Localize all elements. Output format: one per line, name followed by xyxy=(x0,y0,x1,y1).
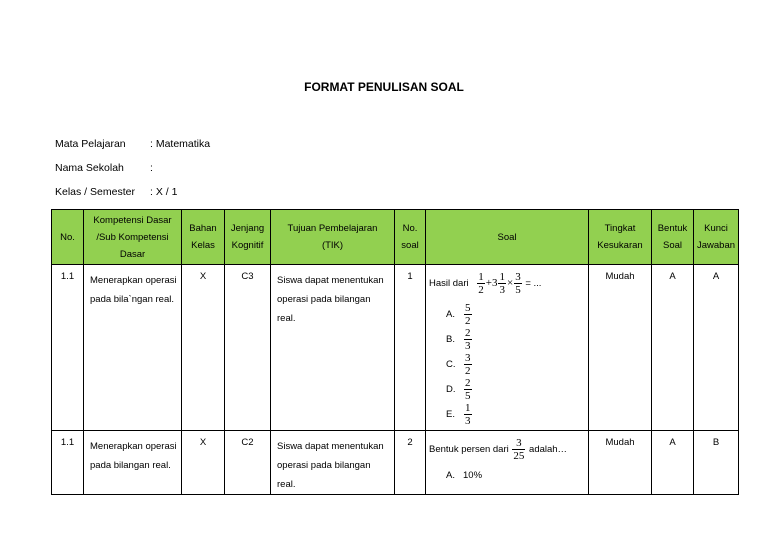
meta-label: Kelas / Semester xyxy=(55,186,135,198)
soal-prefix: Bentuk persen dari xyxy=(429,444,509,456)
option-list xyxy=(446,302,585,427)
meta-value: : X / 1 xyxy=(150,186,178,198)
operator: × xyxy=(506,277,514,290)
meta-value: : xyxy=(150,162,153,174)
option-label: D. xyxy=(446,384,456,395)
fraction-numerator: 1 xyxy=(465,402,471,414)
fraction xyxy=(464,302,472,327)
fraction-numerator: 3 xyxy=(515,271,521,283)
fraction-numerator: 1 xyxy=(499,271,505,283)
fraction-denominator: 3 xyxy=(499,284,505,296)
fraction xyxy=(464,402,472,427)
meta-label: Nama Sekolah xyxy=(55,162,124,174)
cell-kunci: A xyxy=(694,265,739,431)
cell-soal xyxy=(426,431,589,495)
operator: +3 xyxy=(485,277,498,290)
option-list xyxy=(446,466,585,484)
header-jenjang-kognitif: Jenjang Kognitif xyxy=(225,210,271,265)
cell-jenjang: C2 xyxy=(225,431,271,495)
soal-suffix: adalah… xyxy=(529,444,568,456)
option-label: A. xyxy=(446,309,455,320)
header-soal: Soal xyxy=(426,210,589,265)
option-d xyxy=(446,377,585,402)
header-bentuk-soal: Bentuk Soal xyxy=(652,210,694,265)
meta-mata-pelajaran xyxy=(55,138,210,150)
fraction xyxy=(477,271,485,296)
cell-bentuk: A xyxy=(652,265,694,431)
fraction-denominator: 5 xyxy=(465,390,471,402)
meta-kelas-semester xyxy=(55,186,177,198)
header-kompetensi-dasar: Kompetensi Dasar /Sub Kompetensi Dasar xyxy=(84,210,182,265)
fraction-denominator: 3 xyxy=(465,415,471,427)
table-row xyxy=(52,265,739,431)
option-a xyxy=(446,466,585,484)
cell-kunci: B xyxy=(694,431,739,495)
soal-suffix: = ... xyxy=(525,278,542,290)
fraction-denominator: 2 xyxy=(478,284,484,296)
fraction-numerator: 3 xyxy=(465,352,471,364)
cell-no-soal: 2 xyxy=(395,431,426,495)
fraction-numerator: 2 xyxy=(465,377,471,389)
option-e xyxy=(446,402,585,427)
page-title: FORMAT PENULISAN SOAL xyxy=(304,80,464,94)
fraction xyxy=(514,271,522,296)
table-row xyxy=(52,431,739,495)
cell-bentuk: A xyxy=(652,431,694,495)
header-no-soal: No. soal xyxy=(395,210,426,265)
option-value: 10% xyxy=(463,469,483,481)
header-tujuan-pembelajaran: Tujuan Pembelajaran (TIK) xyxy=(271,210,395,265)
fraction-denominator: 25 xyxy=(513,450,525,462)
fraction xyxy=(464,327,472,352)
cell-no: 1.1 xyxy=(52,431,84,495)
fraction xyxy=(512,437,525,462)
fraction-denominator: 3 xyxy=(465,340,471,352)
option-label: C. xyxy=(446,359,456,370)
cell-tingkat: Mudah xyxy=(589,431,652,495)
fraction-numerator: 2 xyxy=(465,327,471,339)
soal-question xyxy=(429,271,585,296)
option-label: B. xyxy=(446,334,455,345)
header-no: No. xyxy=(52,210,84,265)
soal-table xyxy=(51,209,739,495)
cell-kompetensi: Menerapkan operasi pada bilangan real. xyxy=(84,431,182,495)
option-c xyxy=(446,352,585,377)
fraction-numerator: 1 xyxy=(478,271,484,283)
header-kunci-jawaban: Kunci Jawaban xyxy=(694,210,739,265)
fraction-numerator: 3 xyxy=(512,437,525,450)
cell-no: 1.1 xyxy=(52,265,84,431)
header-tingkat-kesukaran: Tingkat Kesukaran xyxy=(589,210,652,265)
soal-question xyxy=(429,437,585,462)
header-bahan-kelas: Bahan Kelas xyxy=(182,210,225,265)
fraction-numerator: 5 xyxy=(465,302,471,314)
fraction-denominator: 2 xyxy=(465,315,471,327)
cell-no-soal: 1 xyxy=(395,265,426,431)
table-header-row xyxy=(52,210,739,265)
cell-soal xyxy=(426,265,589,431)
fraction-denominator: 5 xyxy=(515,284,521,296)
meta-nama-sekolah xyxy=(55,162,153,174)
cell-kompetensi: Menerapkan operasi pada bila`ngan real. xyxy=(84,265,182,431)
cell-bahan: X xyxy=(182,431,225,495)
fraction-denominator: 2 xyxy=(465,365,471,377)
meta-value: : Matematika xyxy=(150,138,211,150)
soal-prefix: Hasil dari xyxy=(429,278,469,290)
cell-jenjang: C3 xyxy=(225,265,271,431)
cell-tingkat: Mudah xyxy=(589,265,652,431)
option-label: E. xyxy=(446,409,455,420)
option-a xyxy=(446,302,585,327)
fraction xyxy=(464,352,472,377)
cell-bahan: X xyxy=(182,265,225,431)
fraction xyxy=(498,271,506,296)
meta-label: Mata Pelajaran xyxy=(55,138,126,150)
option-b xyxy=(446,327,585,352)
cell-tujuan: Siswa dapat menentukan operasi pada bilangan real. xyxy=(271,265,395,431)
fraction xyxy=(464,377,472,402)
cell-tujuan: Siswa dapat menentukan operasi pada bilangan real. xyxy=(271,431,395,495)
option-label: A. xyxy=(446,469,455,481)
